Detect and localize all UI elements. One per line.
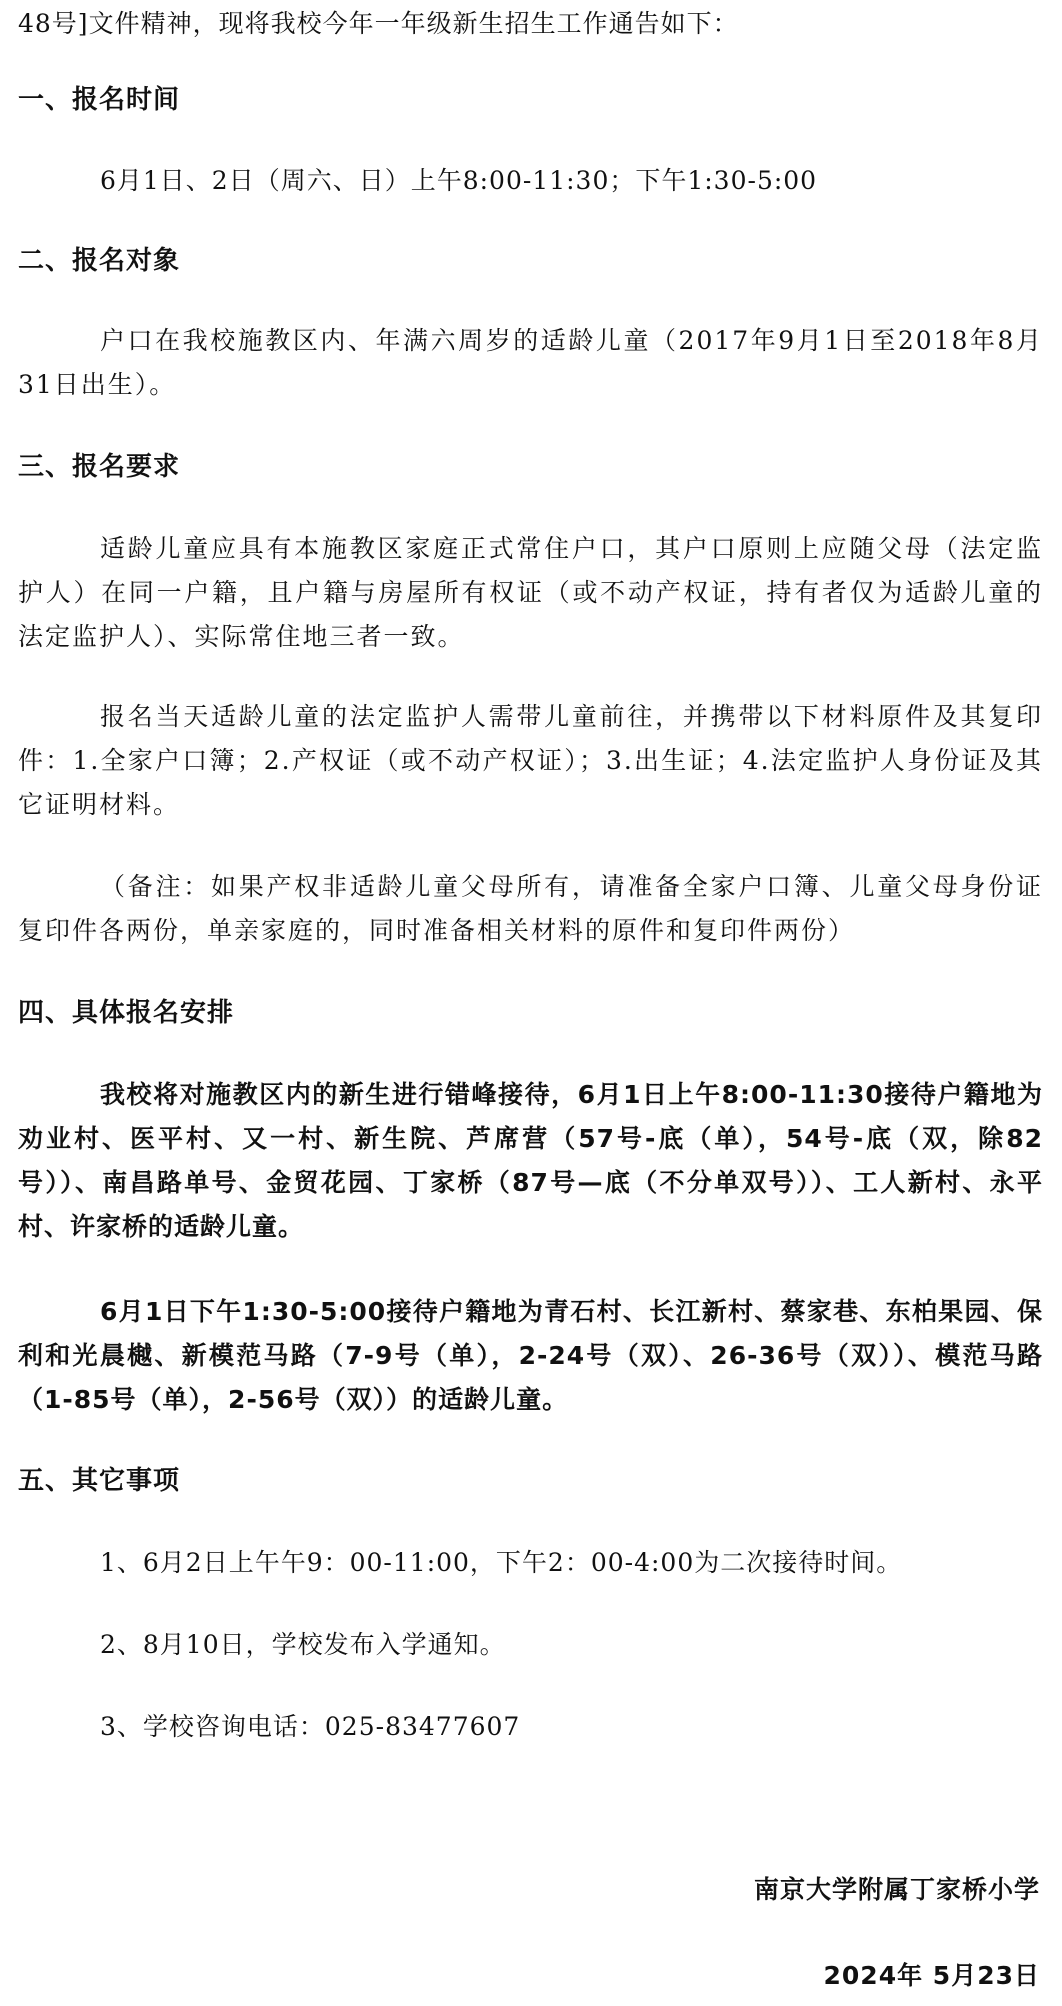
requirements-note: （备注：如果产权非适龄儿童父母所有，请准备全家户口簿、儿童父母身份证复印件各两份，单亲家庭的，同时准备相关材料的原件和复印件两份） [18,872,1043,945]
section-heading-other-matters: 五、其它事项 [18,1466,181,1496]
other-item-3: 3、学校咨询电话：025-83477607 [100,1712,521,1741]
requirements-paragraph-1: 适龄儿童应具有本施教区家庭正式常住户口，其户口原则上应随父母（法定监护人）在同一户籍，且户籍与房屋所有权证（或不动产权证，持有者仅为适龄儿童的法定监护人）、实际常住地三者一致。 [18,534,1043,651]
section-heading-arrangement: 四、具体报名安排 [18,998,235,1028]
section-heading-registration-requirements: 三、报名要求 [18,452,181,482]
registration-time-text: 6月1日、2日（周六、日）上午8:00-11:30；下午1:30-5:00 [100,166,818,195]
requirements-paragraph-2: 报名当天适龄儿童的法定监护人需带儿童前往，并携带以下材料原件及其复印件：1.全家户口簿；2.产权证（或不动产权证）；3.出生证；4.法定监护人身份证及其它证明材料。 [18,702,1043,819]
section-heading-registration-target: 二、报名对象 [18,246,181,276]
intro-line: 48号]文件精神，现将我校今年一年级新生招生工作通告如下： [18,9,739,38]
registration-target-text: 户口在我校施教区内、年满六周岁的适龄儿童（2017年9月1日至2018年8月31日出生）。 [18,326,1043,399]
other-item-1: 1、6月2日上午午9：00-11:00，下午2：00-4:00为二次接待时间。 [100,1548,903,1577]
other-item-2: 2、8月10日，学校发布入学通知。 [100,1630,506,1659]
arrangement-paragraph-2: 6月1日下午1:30-5:00接待户籍地为青石村、长江新村、蔡家巷、东柏果园、保利和光晨樾、新模范马路（7-9号（单），2-24号（双）、26-36号（双））、模范马路（1-85号（单），2-56号（双））的适龄儿童。 [18,1297,1043,1414]
signature-date: 2024年 5月23日 [823,1961,1040,1990]
section-heading-registration-time: 一、报名时间 [18,85,181,115]
signature-school: 南京大学附属丁家桥小学 [753,1875,1040,1904]
arrangement-paragraph-1: 我校将对施教区内的新生进行错峰接待，6月1日上午8:00-11:30接待户籍地为劝业村、医平村、又一村、新生院、芦席营（57号-底（单），54号-底（双，除82号））、南昌路单号、金贸花园、丁家桥（87号—底（不分单双号））、工人新村、永平村、许家桥的适龄儿童。 [18,1080,1043,1241]
